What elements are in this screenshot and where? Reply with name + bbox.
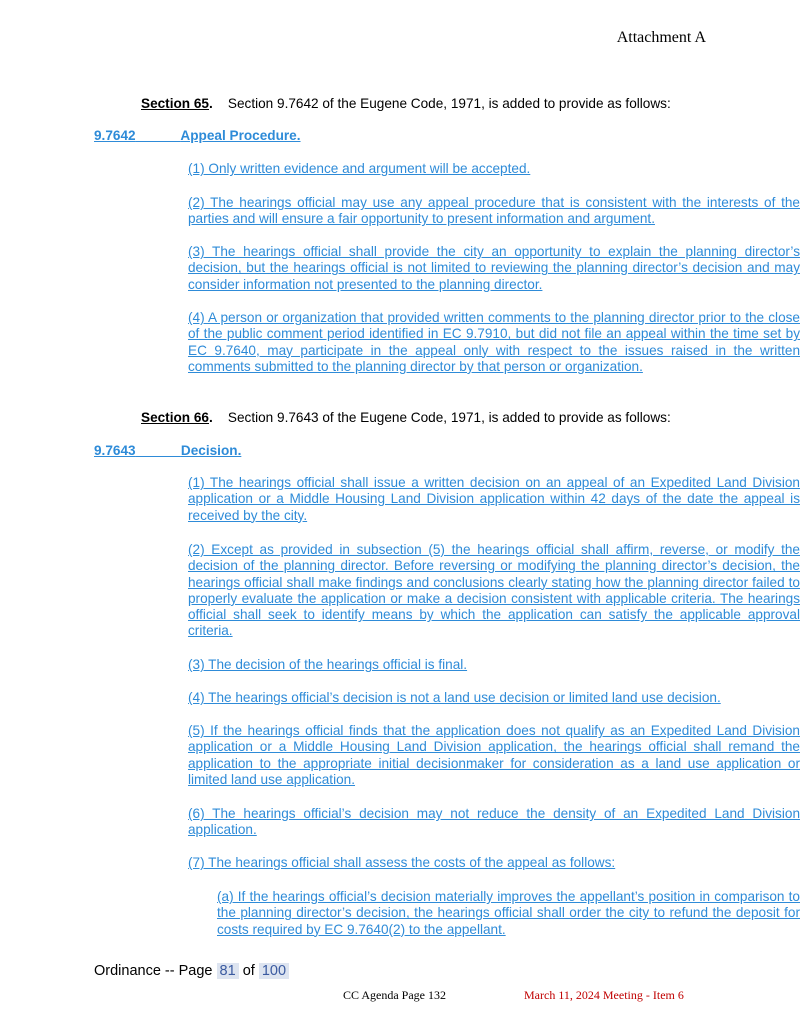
- s66-paragraph-2: (2) Except as provided in subsection (5) the hearings official shall affirm, reverse, or modify the decision of the planning director. Before reversing or modifying the planning director’s decision, the hearings official shall make findings and conclusions clearly stating how the planning director failed to properly evaluate the application or make a decision consistent with applicable criteria. The hearings official shall seek to identify means by which the application can satisfy the applicable approval criteria.: [188, 542, 800, 639]
- code-heading-9-7642: [94, 128, 301, 143]
- s65-paragraph-3: (3) The hearings official shall provide the city an opportunity to explain the planning director’s decision, but the hearings official is not limited to reviewing the planning director’s decision and may consider information not presented to the planning director.: [188, 244, 800, 292]
- s65-paragraph-4: (4) A person or organization that provided written comments to the planning director prior to the close of the public comment period identified in EC 9.7910, but did not file an appeal within the time set by EC 9.7640, may participate in the appeal only with respect to the issues raised in the written comments submitted to the planning director by that person or organization.: [188, 310, 800, 374]
- s66-paragraph-7a: (a) If the hearings official’s decision materially improves the appellant’s position in comparison to the planning director’s decision, the hearings official shall order the city to refund the deposit for costs required by EC 9.7640(2) to the appellant.: [217, 889, 800, 937]
- s66-paragraph-4: (4) The hearings official’s decision is not a land use decision or limited land use decision.: [188, 690, 721, 705]
- code-number: 9.7643: [94, 443, 136, 458]
- s65-paragraph-2: (2) The hearings official may use any appeal procedure that is consistent with the interests of the parties and will ensure a fair opportunity to present information and argument.: [188, 195, 800, 227]
- section-65-label: Section 65: [141, 96, 209, 111]
- s66-paragraph-7: (7) The hearings official shall assess the costs of the appeal as follows:: [188, 855, 616, 870]
- agenda-page-label: CC Agenda Page 132: [343, 988, 446, 1002]
- code-title: Appeal Procedure.: [180, 128, 301, 143]
- section-66-label: Section 66: [141, 410, 209, 425]
- s65-paragraph-1: (1) Only written evidence and argument will be accepted.: [188, 161, 531, 176]
- section-66-heading: Section 66. Section 9.7643 of the Eugene Code, 1971, is added to provide as follows:: [141, 410, 671, 425]
- ordinance-prefix: Ordinance -- Page: [94, 963, 213, 979]
- ordinance-page-footer: [94, 963, 289, 979]
- section-66-text: Section 9.7643 of the Eugene Code, 1971, is added to provide as follows:: [227, 410, 671, 425]
- section-65-heading: Section 65. Section 9.7642 of the Eugene Code, 1971, is added to provide as follows:: [141, 96, 671, 111]
- s66-paragraph-6: (6) The hearings official’s decision may not reduce the density of an Expedited Land Division application.: [188, 806, 800, 838]
- s66-paragraph-3: (3) The decision of the hearings official is final.: [188, 657, 468, 672]
- page-number-field: 81: [217, 963, 239, 979]
- attachment-label: Attachment A: [616, 29, 706, 46]
- s66-paragraph-5: (5) If the hearings official finds that the application does not qualify as an Expedited Land Division application or a Middle Housing Land Division application, the hearings official shall remand the application to the appropriate initial decisionmaker for consideration as a land use application or limited land use application.: [188, 723, 800, 787]
- s66-paragraph-1: (1) The hearings official shall issue a written decision on an appeal of an Expedited Land Division application or a Middle Housing Land Division application within 42 days of the date the appeal is received by the city.: [188, 475, 800, 523]
- page-of-label: of: [242, 963, 255, 979]
- section-65-text: Section 9.7642 of the Eugene Code, 1971, is added to provide as follows:: [227, 96, 671, 111]
- code-number: 9.7642: [94, 128, 136, 143]
- page-total-field: 100: [259, 963, 289, 979]
- code-heading-9-7643: [94, 443, 241, 458]
- code-title: Decision.: [180, 443, 242, 458]
- meeting-label: March 11, 2024 Meeting - Item 6: [524, 988, 684, 1002]
